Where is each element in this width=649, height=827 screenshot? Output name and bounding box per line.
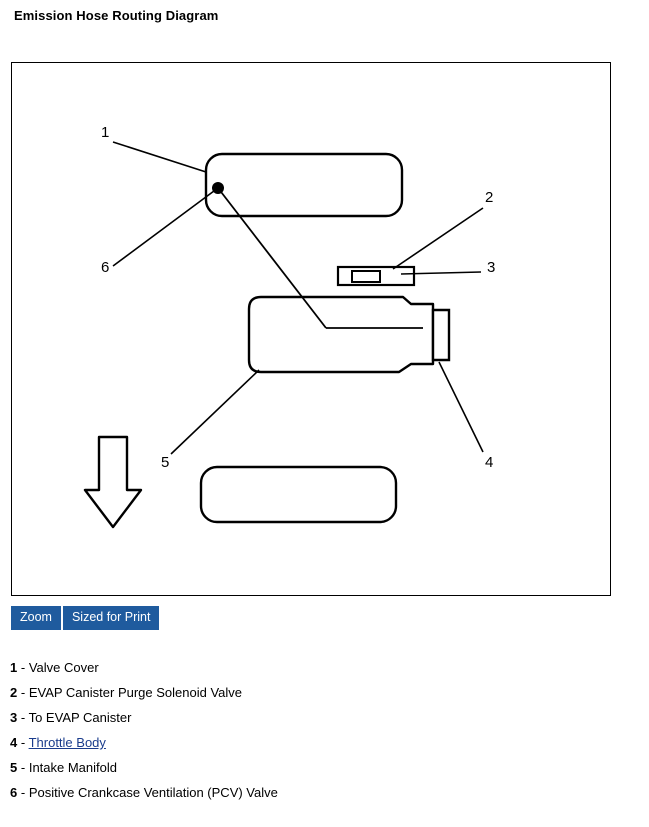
legend-separator: - [20,785,26,800]
legend-number: 3 [10,710,18,725]
diagram-toolbar [11,606,159,630]
legend-number: 6 [10,785,18,800]
legend-item [0,680,649,705]
leader-line-2 [393,208,483,269]
legend-item [0,755,649,780]
legend-item [0,705,649,730]
callout-6: 6 [101,259,110,276]
legend-separator: - [20,685,26,700]
purge-solenoid-valve-shape [338,267,414,285]
legend-label: Valve Cover [28,660,99,675]
legend-item [0,730,649,755]
legend-separator: - [20,735,26,750]
callout-5: 5 [161,454,170,471]
legend-item [0,655,649,680]
leader-line-5 [171,370,259,454]
diagram-frame [11,62,611,596]
lower-component-shape [201,467,396,522]
callout-2: 2 [485,189,494,206]
legend-number: 5 [10,760,18,775]
legend-number: 1 [10,660,18,675]
legend-separator: - [20,760,26,775]
legend-label: To EVAP Canister [28,710,132,725]
legend-item [0,780,649,805]
valve-cover-shape [206,154,402,216]
page-title: Emission Hose Routing Diagram [14,8,219,23]
intake-manifold-shape [249,297,449,372]
callout-1: 1 [101,124,110,141]
legend-label: Intake Manifold [28,760,117,775]
legend-list [0,655,649,805]
legend-number: 4 [10,735,18,750]
flow-direction-arrow-icon [85,437,141,527]
legend-number: 2 [10,685,18,700]
legend-label: EVAP Canister Purge Solenoid Valve [28,685,243,700]
diagram-canvas [21,72,601,586]
legend-separator: - [20,660,26,675]
sized-for-print-button[interactable]: Sized for Print [63,606,160,630]
leader-line-1 [113,142,206,172]
leader-line-6 [113,188,218,266]
legend-separator: - [20,710,26,725]
leader-line-4 [439,362,483,452]
zoom-button[interactable]: Zoom [11,606,61,630]
legend-label: Positive Crankcase Ventilation (PCV) Valve [28,785,278,800]
callout-3: 3 [487,259,496,276]
legend-link-throttle-body[interactable]: Throttle Body [28,735,106,750]
callout-4: 4 [485,454,494,471]
